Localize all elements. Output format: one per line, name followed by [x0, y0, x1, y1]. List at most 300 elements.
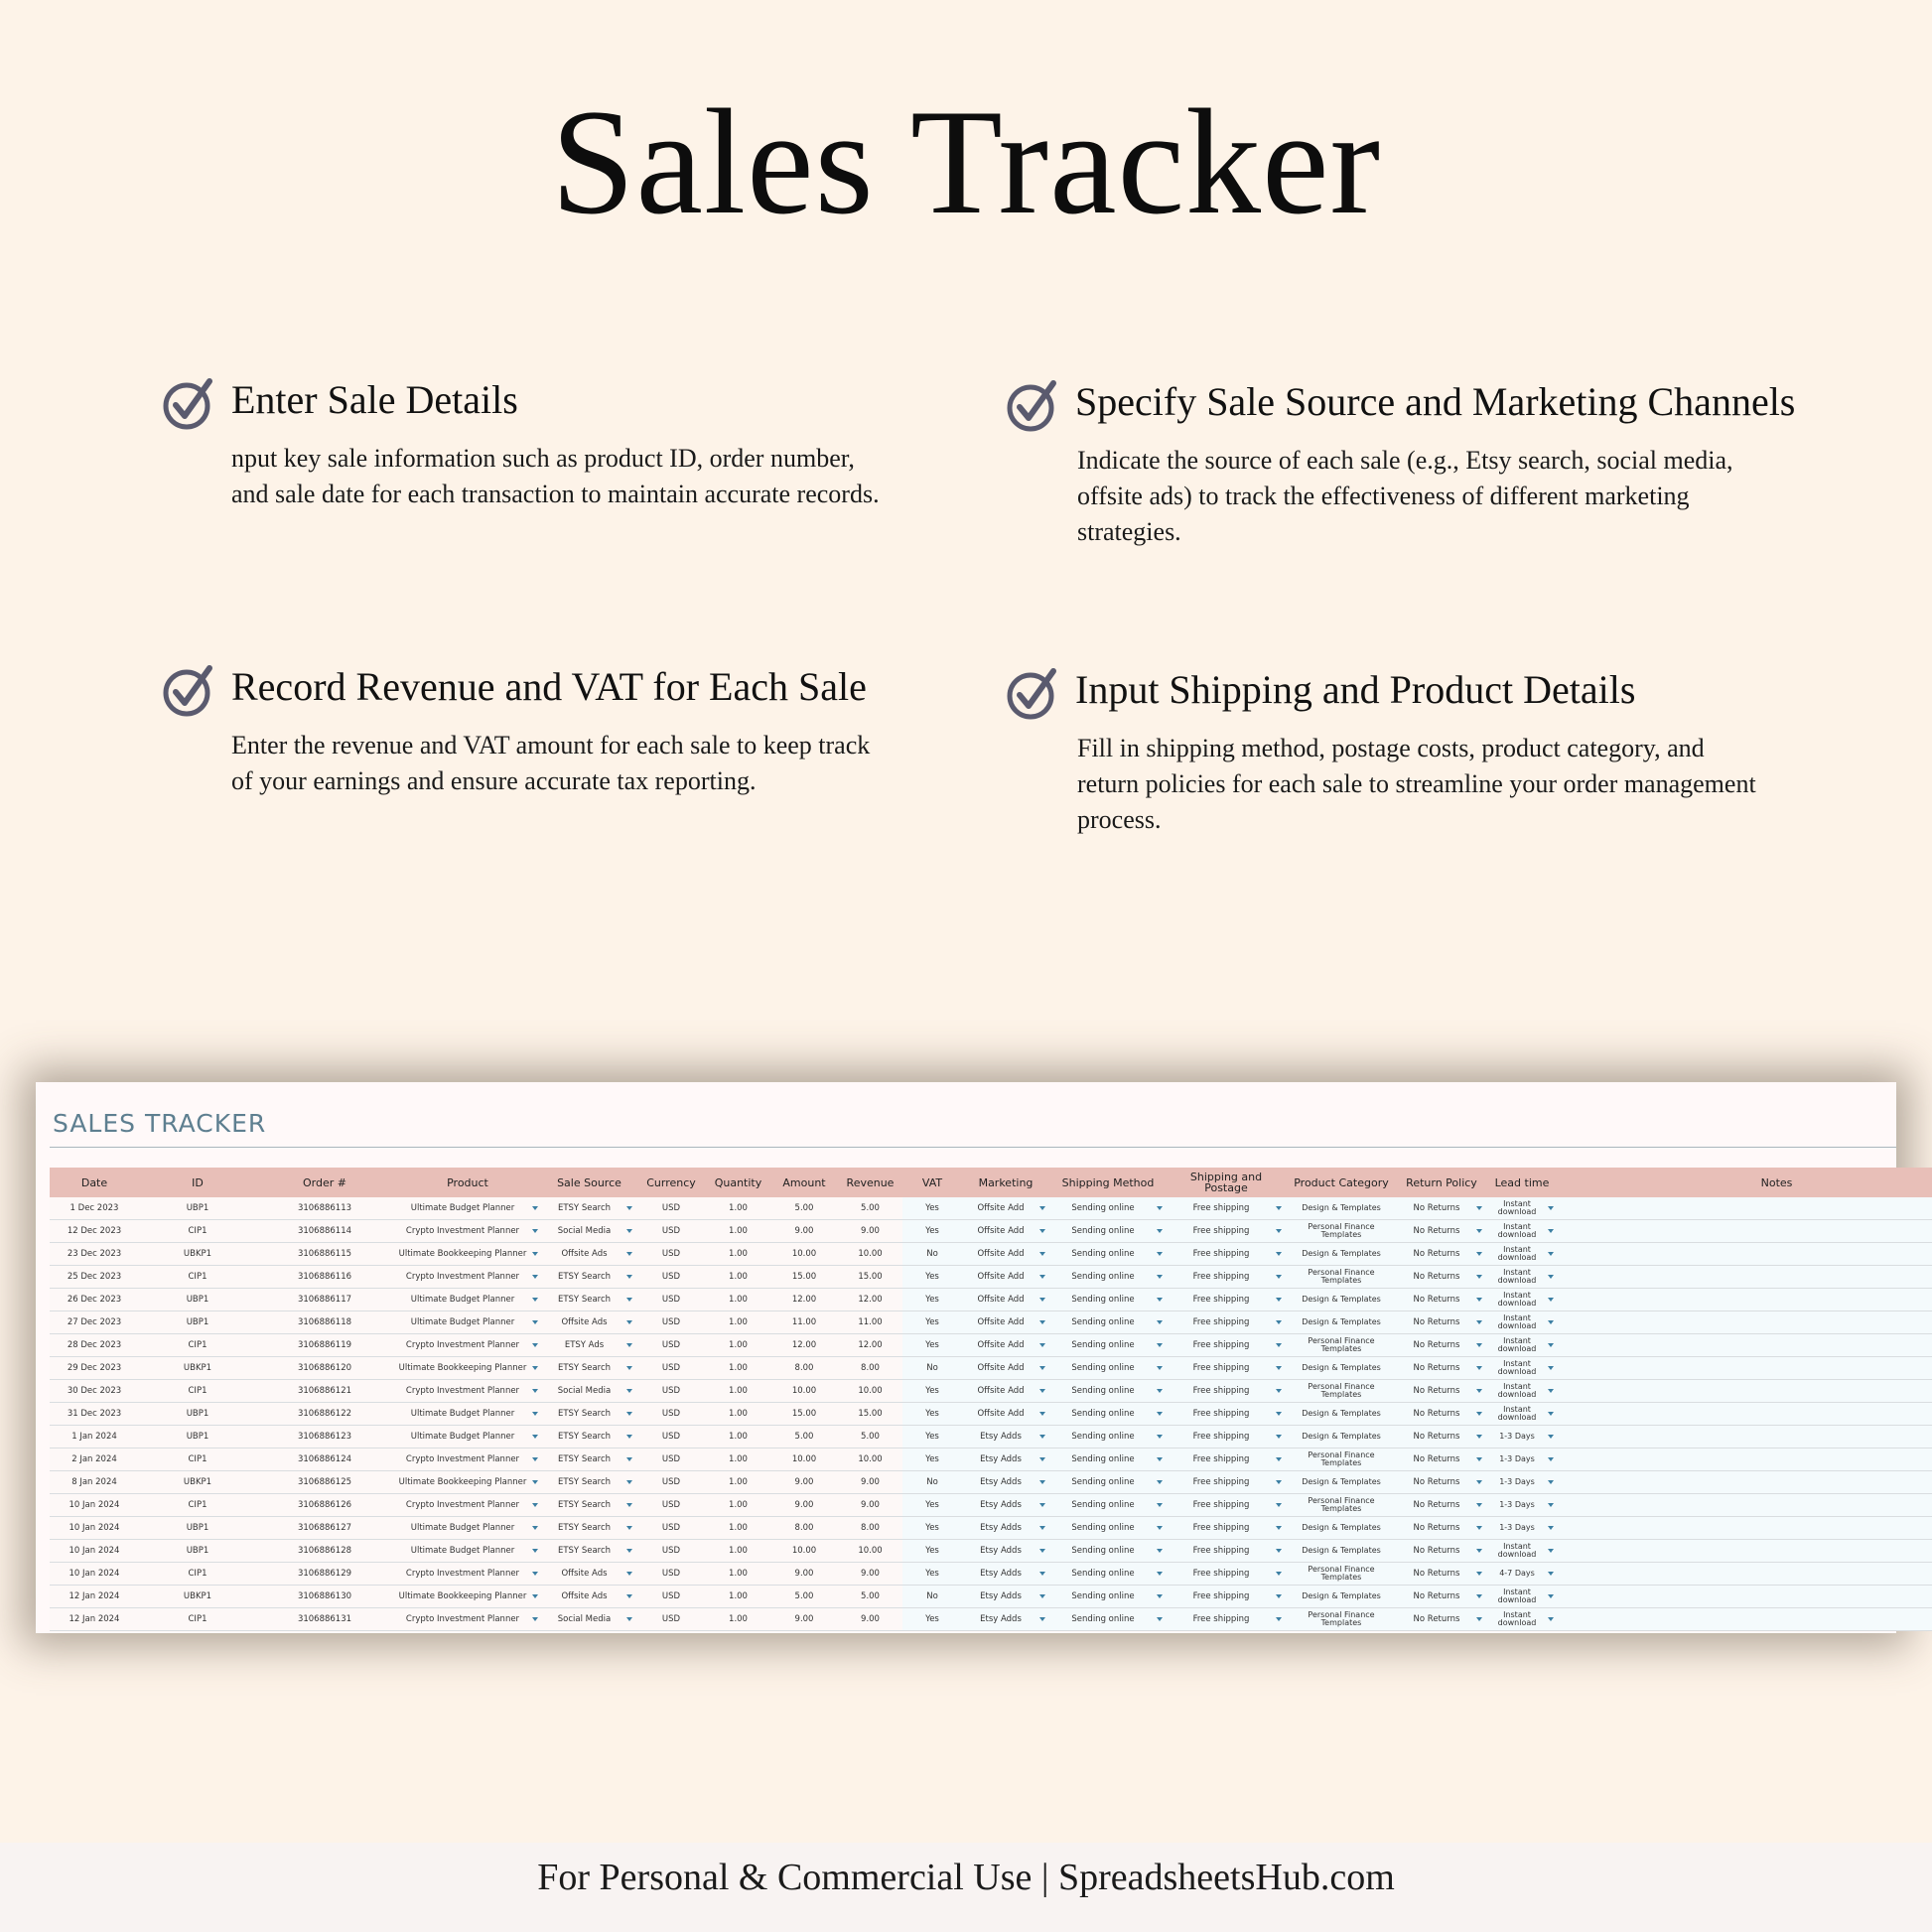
cell-lead-time[interactable]: Instant download [1486, 1540, 1558, 1563]
cell-shipping-and-postage[interactable]: Free shipping [1167, 1197, 1286, 1220]
cell-vat[interactable]: Yes [902, 1426, 962, 1449]
cell-marketing[interactable]: Offsite Add [962, 1220, 1049, 1243]
cell-marketing[interactable]: Etsy Adds [962, 1563, 1049, 1586]
cell-quantity[interactable]: 1.00 [706, 1608, 770, 1631]
cell-sale-source[interactable]: ETSY Ads [542, 1334, 636, 1357]
cell-sale-source[interactable]: ETSY Search [542, 1289, 636, 1311]
cell-date[interactable]: 10 Jan 2024 [50, 1540, 139, 1563]
cell-product-category[interactable]: Design & Templates [1286, 1586, 1397, 1608]
cell-notes[interactable] [1558, 1357, 1932, 1380]
cell-notes[interactable] [1558, 1517, 1932, 1540]
cell-product-category[interactable]: Design & Templates [1286, 1540, 1397, 1563]
cell-id[interactable]: UBP1 [139, 1311, 256, 1334]
cell-shipping-and-postage[interactable]: Free shipping [1167, 1471, 1286, 1494]
cell-shipping-and-postage[interactable]: Free shipping [1167, 1540, 1286, 1563]
cell-product-category[interactable]: Personal Finance Templates [1286, 1380, 1397, 1403]
cell-quantity[interactable]: 1.00 [706, 1357, 770, 1380]
cell-product-category[interactable]: Design & Templates [1286, 1471, 1397, 1494]
cell-quantity[interactable]: 1.00 [706, 1334, 770, 1357]
cell-marketing[interactable]: Etsy Adds [962, 1426, 1049, 1449]
cell-amount[interactable]: 10.00 [770, 1449, 838, 1471]
column-header-revenue[interactable]: Revenue [838, 1168, 902, 1197]
cell-shipping-and-postage[interactable]: Free shipping [1167, 1243, 1286, 1266]
cell-currency[interactable]: USD [636, 1220, 706, 1243]
cell-amount[interactable]: 10.00 [770, 1380, 838, 1403]
cell-product[interactable]: Crypto Investment Planner [393, 1380, 542, 1403]
cell-id[interactable]: UBKP1 [139, 1586, 256, 1608]
cell-id[interactable]: CIP1 [139, 1608, 256, 1631]
cell-sale-source[interactable]: Offsite Ads [542, 1243, 636, 1266]
cell-id[interactable]: UBP1 [139, 1289, 256, 1311]
column-header-amount[interactable]: Amount [770, 1168, 838, 1197]
cell-shipping-and-postage[interactable]: Free shipping [1167, 1563, 1286, 1586]
cell-date[interactable]: 29 Dec 2023 [50, 1357, 139, 1380]
cell-date[interactable]: 10 Jan 2024 [50, 1494, 139, 1517]
cell-product-category[interactable]: Personal Finance Templates [1286, 1334, 1397, 1357]
cell-return-policy[interactable]: No Returns [1397, 1334, 1486, 1357]
cell-product[interactable]: Ultimate Bookkeeping Planner [393, 1357, 542, 1380]
cell-lead-time[interactable]: Instant download [1486, 1311, 1558, 1334]
cell-sale-source[interactable]: ETSY Search [542, 1426, 636, 1449]
cell-sale-source[interactable]: ETSY Search [542, 1471, 636, 1494]
cell-vat[interactable]: Yes [902, 1220, 962, 1243]
cell-amount[interactable]: 5.00 [770, 1426, 838, 1449]
cell-date[interactable]: 31 Dec 2023 [50, 1403, 139, 1426]
cell-vat[interactable]: Yes [902, 1380, 962, 1403]
cell-revenue[interactable]: 9.00 [838, 1220, 902, 1243]
cell-marketing[interactable]: Offsite Add [962, 1311, 1049, 1334]
cell-vat[interactable]: No [902, 1243, 962, 1266]
cell-currency[interactable]: USD [636, 1608, 706, 1631]
cell-amount[interactable]: 5.00 [770, 1586, 838, 1608]
cell-id[interactable]: UBP1 [139, 1426, 256, 1449]
cell-shipping-method[interactable]: Sending online [1049, 1471, 1167, 1494]
cell-order[interactable]: 3106886118 [256, 1311, 393, 1334]
cell-quantity[interactable]: 1.00 [706, 1266, 770, 1289]
cell-return-policy[interactable]: No Returns [1397, 1471, 1486, 1494]
cell-order[interactable]: 3106886114 [256, 1220, 393, 1243]
cell-return-policy[interactable]: No Returns [1397, 1540, 1486, 1563]
cell-product[interactable]: Ultimate Budget Planner [393, 1311, 542, 1334]
cell-notes[interactable] [1558, 1266, 1932, 1289]
cell-currency[interactable]: USD [636, 1266, 706, 1289]
cell-vat[interactable]: No [902, 1471, 962, 1494]
cell-shipping-and-postage[interactable]: Free shipping [1167, 1311, 1286, 1334]
cell-revenue[interactable]: 10.00 [838, 1380, 902, 1403]
cell-currency[interactable]: USD [636, 1380, 706, 1403]
cell-amount[interactable]: 10.00 [770, 1243, 838, 1266]
cell-lead-time[interactable]: Instant download [1486, 1357, 1558, 1380]
cell-currency[interactable]: USD [636, 1334, 706, 1357]
cell-date[interactable]: 23 Dec 2023 [50, 1243, 139, 1266]
cell-vat[interactable]: Yes [902, 1449, 962, 1471]
cell-notes[interactable] [1558, 1243, 1932, 1266]
cell-currency[interactable]: USD [636, 1357, 706, 1380]
cell-order[interactable]: 3106886120 [256, 1357, 393, 1380]
cell-order[interactable]: 3106886115 [256, 1243, 393, 1266]
cell-lead-time[interactable]: Instant download [1486, 1334, 1558, 1357]
cell-sale-source[interactable]: Social Media [542, 1608, 636, 1631]
cell-return-policy[interactable]: No Returns [1397, 1357, 1486, 1380]
cell-sale-source[interactable]: ETSY Search [542, 1494, 636, 1517]
cell-product[interactable]: Ultimate Bookkeeping Planner [393, 1471, 542, 1494]
cell-date[interactable]: 28 Dec 2023 [50, 1334, 139, 1357]
cell-notes[interactable] [1558, 1311, 1932, 1334]
cell-amount[interactable]: 8.00 [770, 1357, 838, 1380]
cell-lead-time[interactable]: Instant download [1486, 1380, 1558, 1403]
cell-revenue[interactable]: 10.00 [838, 1449, 902, 1471]
cell-sale-source[interactable]: Offsite Ads [542, 1586, 636, 1608]
column-header-product-category[interactable]: Product Category [1286, 1168, 1397, 1197]
cell-quantity[interactable]: 1.00 [706, 1563, 770, 1586]
cell-marketing[interactable]: Etsy Adds [962, 1449, 1049, 1471]
cell-id[interactable]: UBP1 [139, 1517, 256, 1540]
cell-id[interactable]: UBKP1 [139, 1357, 256, 1380]
cell-marketing[interactable]: Offsite Add [962, 1380, 1049, 1403]
cell-lead-time[interactable]: Instant download [1486, 1243, 1558, 1266]
cell-lead-time[interactable]: Instant download [1486, 1220, 1558, 1243]
cell-return-policy[interactable]: No Returns [1397, 1197, 1486, 1220]
cell-date[interactable]: 26 Dec 2023 [50, 1289, 139, 1311]
cell-date[interactable]: 10 Jan 2024 [50, 1563, 139, 1586]
cell-notes[interactable] [1558, 1586, 1932, 1608]
cell-id[interactable]: CIP1 [139, 1334, 256, 1357]
column-header-order[interactable]: Order # [256, 1168, 393, 1197]
cell-currency[interactable]: USD [636, 1426, 706, 1449]
cell-product[interactable]: Ultimate Budget Planner [393, 1289, 542, 1311]
cell-shipping-method[interactable]: Sending online [1049, 1540, 1167, 1563]
cell-order[interactable]: 3106886128 [256, 1540, 393, 1563]
cell-revenue[interactable]: 15.00 [838, 1266, 902, 1289]
cell-marketing[interactable]: Etsy Adds [962, 1517, 1049, 1540]
column-header-quantity[interactable]: Quantity [706, 1168, 770, 1197]
cell-vat[interactable]: Yes [902, 1403, 962, 1426]
cell-return-policy[interactable]: No Returns [1397, 1563, 1486, 1586]
cell-product-category[interactable]: Design & Templates [1286, 1197, 1397, 1220]
cell-date[interactable]: 8 Jan 2024 [50, 1471, 139, 1494]
cell-vat[interactable]: Yes [902, 1266, 962, 1289]
cell-vat[interactable]: No [902, 1586, 962, 1608]
cell-marketing[interactable]: Etsy Adds [962, 1494, 1049, 1517]
cell-shipping-and-postage[interactable]: Free shipping [1167, 1380, 1286, 1403]
cell-sale-source[interactable]: ETSY Search [542, 1266, 636, 1289]
cell-product[interactable]: Ultimate Bookkeeping Planner [393, 1586, 542, 1608]
cell-marketing[interactable]: Etsy Adds [962, 1608, 1049, 1631]
cell-product-category[interactable]: Design & Templates [1286, 1357, 1397, 1380]
cell-notes[interactable] [1558, 1471, 1932, 1494]
cell-id[interactable]: UBKP1 [139, 1471, 256, 1494]
cell-return-policy[interactable]: No Returns [1397, 1586, 1486, 1608]
cell-amount[interactable]: 11.00 [770, 1311, 838, 1334]
column-header-sale-source[interactable]: Sale Source [542, 1168, 636, 1197]
cell-shipping-method[interactable]: Sending online [1049, 1243, 1167, 1266]
cell-id[interactable]: UBP1 [139, 1403, 256, 1426]
column-header-currency[interactable]: Currency [636, 1168, 706, 1197]
cell-shipping-and-postage[interactable]: Free shipping [1167, 1449, 1286, 1471]
column-header-id[interactable]: ID [139, 1168, 256, 1197]
cell-amount[interactable]: 12.00 [770, 1334, 838, 1357]
cell-return-policy[interactable]: No Returns [1397, 1608, 1486, 1631]
cell-currency[interactable]: USD [636, 1243, 706, 1266]
cell-quantity[interactable]: 1.00 [706, 1311, 770, 1334]
cell-id[interactable]: UBP1 [139, 1197, 256, 1220]
cell-shipping-method[interactable]: Sending online [1049, 1608, 1167, 1631]
cell-amount[interactable]: 9.00 [770, 1471, 838, 1494]
cell-quantity[interactable]: 1.00 [706, 1380, 770, 1403]
cell-shipping-method[interactable]: Sending online [1049, 1403, 1167, 1426]
cell-order[interactable]: 3106886127 [256, 1517, 393, 1540]
cell-vat[interactable]: Yes [902, 1563, 962, 1586]
cell-quantity[interactable]: 1.00 [706, 1243, 770, 1266]
cell-lead-time[interactable]: 1-3 Days [1486, 1517, 1558, 1540]
cell-shipping-method[interactable]: Sending online [1049, 1563, 1167, 1586]
cell-currency[interactable]: USD [636, 1289, 706, 1311]
cell-revenue[interactable]: 9.00 [838, 1471, 902, 1494]
cell-shipping-method[interactable]: Sending online [1049, 1197, 1167, 1220]
cell-sale-source[interactable]: Social Media [542, 1380, 636, 1403]
cell-return-policy[interactable]: No Returns [1397, 1243, 1486, 1266]
cell-return-policy[interactable]: No Returns [1397, 1289, 1486, 1311]
cell-shipping-and-postage[interactable]: Free shipping [1167, 1494, 1286, 1517]
cell-product[interactable]: Crypto Investment Planner [393, 1608, 542, 1631]
cell-quantity[interactable]: 1.00 [706, 1494, 770, 1517]
cell-currency[interactable]: USD [636, 1471, 706, 1494]
column-header-shipping-and-postage[interactable]: Shipping and Postage [1167, 1168, 1286, 1197]
cell-product[interactable]: Crypto Investment Planner [393, 1220, 542, 1243]
cell-sale-source[interactable]: Offsite Ads [542, 1311, 636, 1334]
cell-shipping-method[interactable]: Sending online [1049, 1357, 1167, 1380]
cell-date[interactable]: 1 Dec 2023 [50, 1197, 139, 1220]
cell-order[interactable]: 3106886126 [256, 1494, 393, 1517]
cell-revenue[interactable]: 8.00 [838, 1357, 902, 1380]
column-header-lead-time[interactable]: Lead time [1486, 1168, 1558, 1197]
cell-currency[interactable]: USD [636, 1311, 706, 1334]
cell-return-policy[interactable]: No Returns [1397, 1220, 1486, 1243]
cell-date[interactable]: 12 Jan 2024 [50, 1608, 139, 1631]
cell-amount[interactable]: 5.00 [770, 1197, 838, 1220]
cell-currency[interactable]: USD [636, 1563, 706, 1586]
cell-lead-time[interactable]: Instant download [1486, 1289, 1558, 1311]
cell-marketing[interactable]: Offsite Add [962, 1289, 1049, 1311]
cell-shipping-and-postage[interactable]: Free shipping [1167, 1517, 1286, 1540]
cell-shipping-method[interactable]: Sending online [1049, 1449, 1167, 1471]
cell-vat[interactable]: Yes [902, 1540, 962, 1563]
cell-product[interactable]: Ultimate Budget Planner [393, 1426, 542, 1449]
cell-order[interactable]: 3106886116 [256, 1266, 393, 1289]
cell-amount[interactable]: 12.00 [770, 1289, 838, 1311]
cell-date[interactable]: 2 Jan 2024 [50, 1449, 139, 1471]
cell-notes[interactable] [1558, 1403, 1932, 1426]
cell-sale-source[interactable]: ETSY Search [542, 1357, 636, 1380]
cell-id[interactable]: CIP1 [139, 1494, 256, 1517]
cell-revenue[interactable]: 12.00 [838, 1289, 902, 1311]
cell-order[interactable]: 3106886129 [256, 1563, 393, 1586]
cell-product-category[interactable]: Design & Templates [1286, 1289, 1397, 1311]
cell-return-policy[interactable]: No Returns [1397, 1426, 1486, 1449]
cell-product[interactable]: Crypto Investment Planner [393, 1449, 542, 1471]
cell-order[interactable]: 3106886122 [256, 1403, 393, 1426]
cell-shipping-and-postage[interactable]: Free shipping [1167, 1220, 1286, 1243]
cell-vat[interactable]: Yes [902, 1289, 962, 1311]
cell-sale-source[interactable]: ETSY Search [542, 1517, 636, 1540]
cell-currency[interactable]: USD [636, 1403, 706, 1426]
cell-order[interactable]: 3106886124 [256, 1449, 393, 1471]
cell-shipping-method[interactable]: Sending online [1049, 1220, 1167, 1243]
cell-revenue[interactable]: 11.00 [838, 1311, 902, 1334]
cell-shipping-and-postage[interactable]: Free shipping [1167, 1357, 1286, 1380]
cell-product-category[interactable]: Design & Templates [1286, 1403, 1397, 1426]
column-header-vat[interactable]: VAT [902, 1168, 962, 1197]
cell-order[interactable]: 3106886113 [256, 1197, 393, 1220]
cell-notes[interactable] [1558, 1563, 1932, 1586]
cell-shipping-method[interactable]: Sending online [1049, 1289, 1167, 1311]
cell-revenue[interactable]: 5.00 [838, 1197, 902, 1220]
cell-lead-time[interactable]: Instant download [1486, 1197, 1558, 1220]
cell-product[interactable]: Crypto Investment Planner [393, 1266, 542, 1289]
cell-product[interactable]: Ultimate Budget Planner [393, 1403, 542, 1426]
cell-return-policy[interactable]: No Returns [1397, 1311, 1486, 1334]
cell-product-category[interactable]: Personal Finance Templates [1286, 1266, 1397, 1289]
cell-revenue[interactable]: 5.00 [838, 1426, 902, 1449]
cell-lead-time[interactable]: 1-3 Days [1486, 1426, 1558, 1449]
cell-id[interactable]: UBKP1 [139, 1243, 256, 1266]
cell-product-category[interactable]: Personal Finance Templates [1286, 1494, 1397, 1517]
cell-sale-source[interactable]: ETSY Search [542, 1449, 636, 1471]
column-header-return-policy[interactable]: Return Policy [1397, 1168, 1486, 1197]
cell-revenue[interactable]: 9.00 [838, 1608, 902, 1631]
cell-shipping-and-postage[interactable]: Free shipping [1167, 1289, 1286, 1311]
cell-order[interactable]: 3106886119 [256, 1334, 393, 1357]
cell-currency[interactable]: USD [636, 1449, 706, 1471]
cell-product[interactable]: Ultimate Budget Planner [393, 1517, 542, 1540]
cell-sale-source[interactable]: Offsite Ads [542, 1563, 636, 1586]
cell-sale-source[interactable]: Social Media [542, 1220, 636, 1243]
cell-product-category[interactable]: Design & Templates [1286, 1517, 1397, 1540]
cell-vat[interactable]: Yes [902, 1311, 962, 1334]
cell-id[interactable]: UBP1 [139, 1540, 256, 1563]
cell-product[interactable]: Ultimate Budget Planner [393, 1540, 542, 1563]
cell-revenue[interactable]: 9.00 [838, 1563, 902, 1586]
cell-lead-time[interactable]: Instant download [1486, 1266, 1558, 1289]
cell-quantity[interactable]: 1.00 [706, 1289, 770, 1311]
cell-sale-source[interactable]: ETSY Search [542, 1403, 636, 1426]
cell-order[interactable]: 3106886131 [256, 1608, 393, 1631]
column-header-notes[interactable]: Notes [1558, 1168, 1932, 1197]
cell-quantity[interactable]: 1.00 [706, 1426, 770, 1449]
cell-order[interactable]: 3106886130 [256, 1586, 393, 1608]
cell-shipping-method[interactable]: Sending online [1049, 1517, 1167, 1540]
cell-return-policy[interactable]: No Returns [1397, 1266, 1486, 1289]
cell-quantity[interactable]: 1.00 [706, 1471, 770, 1494]
cell-shipping-method[interactable]: Sending online [1049, 1426, 1167, 1449]
cell-currency[interactable]: USD [636, 1517, 706, 1540]
cell-date[interactable]: 30 Dec 2023 [50, 1380, 139, 1403]
cell-id[interactable]: CIP1 [139, 1563, 256, 1586]
cell-product-category[interactable]: Personal Finance Templates [1286, 1220, 1397, 1243]
cell-marketing[interactable]: Offsite Add [962, 1266, 1049, 1289]
cell-product[interactable]: Ultimate Bookkeeping Planner [393, 1243, 542, 1266]
cell-date[interactable]: 12 Dec 2023 [50, 1220, 139, 1243]
cell-date[interactable]: 10 Jan 2024 [50, 1517, 139, 1540]
column-header-product[interactable]: Product [393, 1168, 542, 1197]
cell-return-policy[interactable]: No Returns [1397, 1449, 1486, 1471]
cell-amount[interactable]: 15.00 [770, 1266, 838, 1289]
cell-marketing[interactable]: Offsite Add [962, 1334, 1049, 1357]
cell-amount[interactable]: 9.00 [770, 1563, 838, 1586]
cell-shipping-method[interactable]: Sending online [1049, 1266, 1167, 1289]
cell-order[interactable]: 3106886125 [256, 1471, 393, 1494]
cell-currency[interactable]: USD [636, 1197, 706, 1220]
cell-product[interactable]: Crypto Investment Planner [393, 1494, 542, 1517]
cell-revenue[interactable]: 10.00 [838, 1243, 902, 1266]
cell-quantity[interactable]: 1.00 [706, 1586, 770, 1608]
cell-product-category[interactable]: Personal Finance Templates [1286, 1563, 1397, 1586]
cell-product-category[interactable]: Design & Templates [1286, 1311, 1397, 1334]
cell-date[interactable]: 1 Jan 2024 [50, 1426, 139, 1449]
cell-currency[interactable]: USD [636, 1494, 706, 1517]
cell-marketing[interactable]: Offsite Add [962, 1403, 1049, 1426]
cell-marketing[interactable]: Etsy Adds [962, 1471, 1049, 1494]
column-header-date[interactable]: Date [50, 1168, 139, 1197]
cell-shipping-method[interactable]: Sending online [1049, 1586, 1167, 1608]
cell-lead-time[interactable]: Instant download [1486, 1586, 1558, 1608]
cell-order[interactable]: 3106886123 [256, 1426, 393, 1449]
cell-quantity[interactable]: 1.00 [706, 1197, 770, 1220]
cell-revenue[interactable]: 8.00 [838, 1517, 902, 1540]
cell-return-policy[interactable]: No Returns [1397, 1403, 1486, 1426]
cell-shipping-and-postage[interactable]: Free shipping [1167, 1334, 1286, 1357]
cell-return-policy[interactable]: No Returns [1397, 1517, 1486, 1540]
cell-amount[interactable]: 8.00 [770, 1517, 838, 1540]
cell-date[interactable]: 27 Dec 2023 [50, 1311, 139, 1334]
cell-notes[interactable] [1558, 1494, 1932, 1517]
cell-notes[interactable] [1558, 1449, 1932, 1471]
cell-amount[interactable]: 9.00 [770, 1608, 838, 1631]
cell-product-category[interactable]: Design & Templates [1286, 1243, 1397, 1266]
cell-id[interactable]: CIP1 [139, 1380, 256, 1403]
cell-revenue[interactable]: 10.00 [838, 1540, 902, 1563]
cell-shipping-and-postage[interactable]: Free shipping [1167, 1608, 1286, 1631]
cell-amount[interactable]: 10.00 [770, 1540, 838, 1563]
cell-shipping-method[interactable]: Sending online [1049, 1334, 1167, 1357]
cell-product-category[interactable]: Design & Templates [1286, 1426, 1397, 1449]
cell-quantity[interactable]: 1.00 [706, 1220, 770, 1243]
cell-shipping-method[interactable]: Sending online [1049, 1311, 1167, 1334]
cell-shipping-and-postage[interactable]: Free shipping [1167, 1403, 1286, 1426]
cell-notes[interactable] [1558, 1197, 1932, 1220]
cell-sale-source[interactable]: ETSY Search [542, 1540, 636, 1563]
cell-notes[interactable] [1558, 1608, 1932, 1631]
cell-lead-time[interactable]: 1-3 Days [1486, 1449, 1558, 1471]
cell-lead-time[interactable]: Instant download [1486, 1403, 1558, 1426]
cell-vat[interactable]: Yes [902, 1608, 962, 1631]
cell-date[interactable]: 25 Dec 2023 [50, 1266, 139, 1289]
cell-quantity[interactable]: 1.00 [706, 1517, 770, 1540]
cell-product[interactable]: Crypto Investment Planner [393, 1563, 542, 1586]
cell-return-policy[interactable]: No Returns [1397, 1494, 1486, 1517]
cell-product[interactable]: Crypto Investment Planner [393, 1334, 542, 1357]
cell-notes[interactable] [1558, 1220, 1932, 1243]
cell-marketing[interactable]: Offsite Add [962, 1197, 1049, 1220]
cell-notes[interactable] [1558, 1540, 1932, 1563]
cell-currency[interactable]: USD [636, 1586, 706, 1608]
cell-id[interactable]: CIP1 [139, 1449, 256, 1471]
cell-notes[interactable] [1558, 1380, 1932, 1403]
cell-revenue[interactable]: 15.00 [838, 1403, 902, 1426]
cell-shipping-and-postage[interactable]: Free shipping [1167, 1426, 1286, 1449]
cell-order[interactable]: 3106886117 [256, 1289, 393, 1311]
cell-return-policy[interactable]: No Returns [1397, 1380, 1486, 1403]
